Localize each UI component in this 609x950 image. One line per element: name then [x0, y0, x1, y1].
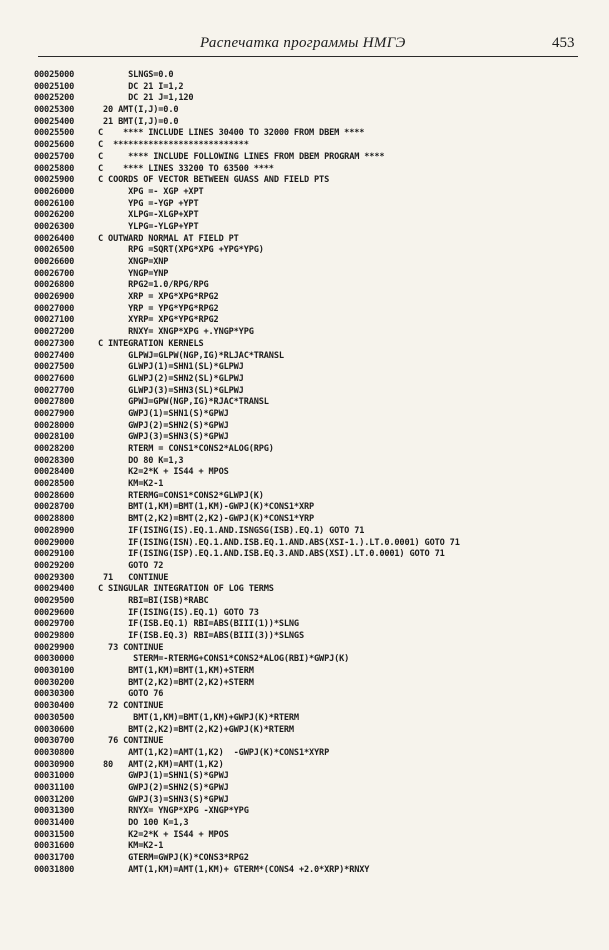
line-number: 00028900: [34, 525, 75, 536]
line-number: 00029500: [34, 595, 75, 606]
listing-line: [34, 608, 594, 620]
line-number: 00027200: [34, 327, 75, 338]
line-number: 00031600: [34, 841, 75, 852]
listing-line: [34, 386, 594, 398]
listing-line: [34, 269, 594, 281]
code-text: BMT(2,K2)=BMT(2,K2)-GWPJ(K)*CONS1*YRP: [98, 514, 315, 525]
code-text: YRP = YPG*YPG*RPG2: [98, 303, 219, 314]
code-text: IF(ISB.EQ.1) RBI=ABS(BIII(1))*SLNG: [98, 619, 299, 630]
line-number: 00029300: [34, 572, 75, 583]
line-number: 00026700: [34, 268, 75, 279]
code-text: GTERM=GWPJ(K)*CONS3*RPG2: [98, 853, 249, 864]
listing-line: [34, 82, 594, 94]
listing-line: [34, 327, 594, 339]
code-text: DC 21 I=1,2: [98, 81, 184, 92]
listing-line: [34, 128, 594, 140]
listing-line: [34, 245, 594, 257]
listing-line: [34, 199, 594, 211]
listing-line: [34, 421, 594, 433]
code-text: 80 AMT(2,KM)=AMT(1,K2): [98, 759, 224, 770]
listing-line: [34, 105, 594, 117]
code-text: GLWPJ(3)=SHN3(SL)*GLPWJ: [98, 385, 244, 396]
listing-line: [34, 467, 594, 479]
listing-line: [34, 362, 594, 374]
listing-line: [34, 315, 594, 327]
listing-line: [34, 596, 594, 608]
listing-line: [34, 210, 594, 222]
listing-line: [34, 409, 594, 421]
line-number: 00025900: [34, 175, 75, 186]
header-rule: [38, 56, 578, 57]
listing-line: [34, 280, 594, 292]
listing-line: [34, 795, 594, 807]
listing-line: [34, 456, 594, 468]
listing-line: [34, 304, 594, 316]
listing-line: [34, 140, 594, 152]
code-text: GOTO 72: [98, 560, 164, 571]
listing-line: [34, 818, 594, 830]
code-text: C **** LINES 33200 TO 63500 ****: [98, 163, 274, 174]
code-text: XNGP=XNP: [98, 257, 169, 267]
program-listing: [34, 70, 594, 876]
listing-line: [34, 573, 594, 585]
line-number: 00030400: [34, 701, 75, 712]
code-text: XPG =- XGP +XPT: [98, 186, 204, 197]
line-number: 00026600: [34, 257, 75, 267]
listing-line: [34, 538, 594, 550]
listing-line: [34, 736, 594, 748]
listing-line: [34, 643, 594, 655]
listing-line: [34, 760, 594, 772]
code-text: RTERM = CONS1*CONS2*ALOG(RPG): [98, 444, 274, 454]
code-text: RPG =SQRT(XPG*XPG +YPG*YPG): [98, 245, 264, 256]
code-text: KM=K2-1: [98, 479, 164, 490]
line-number: 00031500: [34, 829, 75, 840]
line-number: 00027000: [34, 303, 75, 314]
code-text: C **** INCLUDE FOLLOWING LINES FROM DBEM PROGRAM ****: [98, 151, 385, 162]
listing-line: [34, 853, 594, 865]
page-number: 453: [552, 35, 575, 51]
listing-line: [34, 561, 594, 573]
line-number: 00031000: [34, 771, 75, 782]
line-number: 00026900: [34, 292, 75, 303]
code-text: IF(ISB.EQ.3) RBI=ABS(BIII(3))*SLNGS: [98, 631, 304, 641]
code-text: AMT(1,KM)=AMT(1,KM)+ GTERM*(CONS4 +2.0*XRP)*RNXY: [98, 864, 370, 875]
line-number: 00027100: [34, 315, 75, 326]
line-number: 00030900: [34, 759, 75, 770]
line-number: 00029600: [34, 607, 75, 618]
listing-line: [34, 292, 594, 304]
code-text: XYRP= XPG*YPG*RPG2: [98, 315, 219, 326]
listing-line: [34, 713, 594, 725]
listing-line: [34, 164, 594, 176]
listing-line: [34, 351, 594, 363]
line-number: 00025800: [34, 163, 75, 174]
line-number: 00030700: [34, 736, 75, 747]
running-title: Распечатка программы НМГЭ: [200, 35, 406, 51]
listing-line: [34, 117, 594, 129]
line-number: 00026300: [34, 221, 75, 232]
code-text: YLPG=-YLGP+YPT: [98, 221, 199, 232]
listing-line: [34, 865, 594, 877]
code-text: DC 21 J=1,120: [98, 93, 194, 104]
listing-line: [34, 339, 594, 351]
code-text: BMT(2,K2)=BMT(2,K2)+GWPJ(K)*RTERM: [98, 724, 294, 735]
listing-line: [34, 678, 594, 690]
listing-line: [34, 152, 594, 164]
line-number: 00031800: [34, 864, 75, 875]
listing-line: [34, 584, 594, 596]
listing-line: [34, 187, 594, 199]
line-number: 00027900: [34, 408, 75, 419]
code-text: C OUTWARD NORMAL AT FIELD PT: [98, 233, 239, 244]
code-text: IF(ISING(IS).EQ.1.AND.ISNGSG(ISB).EQ.1) GOTO 71: [98, 525, 365, 536]
code-text: XLPG=-XLGP+XPT: [98, 210, 199, 221]
listing-line: [34, 806, 594, 818]
listing-line: [34, 783, 594, 795]
code-text: RPG2=1.0/RPG/RPG: [98, 280, 209, 291]
line-number: 00027500: [34, 362, 75, 373]
code-text: YPG =-YGP +YPT: [98, 198, 199, 209]
line-number: 00025600: [34, 140, 75, 151]
line-number: 00028800: [34, 514, 75, 525]
code-text: SLNGS=0.0: [98, 70, 174, 80]
code-text: GOTO 76: [98, 689, 164, 700]
line-number: 00025100: [34, 81, 75, 92]
code-text: BMT(2,K2)=BMT(2,K2)+STERM: [98, 677, 254, 688]
line-number: 00030300: [34, 689, 75, 700]
code-text: RTERMG=CONS1*CONS2*GLWPJ(K): [98, 490, 264, 501]
line-number: 00031100: [34, 782, 75, 793]
line-number: 00030100: [34, 666, 75, 677]
code-text: BMT(1,KM)=BMT(1,KM)-GWPJ(K)*CONS1*XRP: [98, 502, 315, 513]
line-number: 00029200: [34, 560, 75, 571]
code-text: K2=2*K + IS44 + MPOS: [98, 829, 229, 840]
code-text: BMT(1,KM)=BMT(1,KM)+GWPJ(K)*RTERM: [98, 712, 299, 723]
code-text: C ***************************: [98, 140, 249, 151]
line-number: 00026200: [34, 210, 75, 221]
code-text: GLWPJ(2)=SHN2(SL)*GLPWJ: [98, 373, 244, 384]
listing-line: [34, 748, 594, 760]
code-text: GWPJ(2)=SHN2(S)*GPWJ: [98, 782, 229, 793]
code-text: C SINGULAR INTEGRATION OF LOG TERMS: [98, 584, 274, 595]
line-number: 00030000: [34, 654, 75, 665]
line-number: 00028000: [34, 420, 75, 431]
listing-line: [34, 514, 594, 526]
line-number: 00028300: [34, 455, 75, 466]
code-text: AMT(1,K2)=AMT(1,K2) -GWPJ(K)*CONS1*XYRP: [98, 747, 330, 758]
code-text: IF(ISING(ISN).EQ.1.AND.ISB.EQ.1.AND.ABS(XSI-1.).LT.0.0001) GOTO 71: [98, 537, 460, 548]
code-text: YNGP=YNP: [98, 268, 169, 279]
listing-line: [34, 830, 594, 842]
listing-line: [34, 257, 594, 269]
listing-line: [34, 444, 594, 456]
line-number: 00031200: [34, 794, 75, 805]
line-number: 00030800: [34, 747, 75, 758]
code-text: K2=2*K + IS44 + MPOS: [98, 467, 229, 478]
line-number: 00031400: [34, 818, 75, 828]
line-number: 00027600: [34, 373, 75, 384]
line-number: 00027400: [34, 350, 75, 361]
line-number: 00029400: [34, 584, 75, 595]
code-text: GWPJ(2)=SHN2(S)*GPWJ: [98, 420, 229, 431]
listing-line: [34, 619, 594, 631]
listing-line: [34, 397, 594, 409]
code-text: IF(ISING(IS).EQ.1) GOTO 73: [98, 607, 259, 618]
listing-line: [34, 526, 594, 538]
listing-line: [34, 771, 594, 783]
code-text: 21 BMT(I,J)=0.0: [98, 116, 179, 127]
listing-line: [34, 689, 594, 701]
line-number: 00031700: [34, 853, 75, 864]
line-number: 00026000: [34, 186, 75, 197]
line-number: 00028200: [34, 444, 75, 454]
line-number: 00028600: [34, 490, 75, 501]
listing-line: [34, 432, 594, 444]
listing-line: [34, 549, 594, 561]
line-number: 00026100: [34, 198, 75, 209]
code-text: DO 80 K=1,3: [98, 455, 184, 466]
line-number: 00029100: [34, 549, 75, 560]
line-number: 00029700: [34, 619, 75, 630]
code-text: RBI=BI(ISB)*RABC: [98, 595, 209, 606]
listing-line: [34, 654, 594, 666]
line-number: 00030600: [34, 724, 75, 735]
listing-line: [34, 701, 594, 713]
listing-line: [34, 374, 594, 386]
code-text: GWPJ(1)=SHN1(S)*GPWJ: [98, 408, 229, 419]
listing-line: [34, 222, 594, 234]
page-header: [0, 30, 609, 54]
line-number: 00029900: [34, 642, 75, 653]
code-text: C **** INCLUDE LINES 30400 TO 32000 FROM DBEM ****: [98, 128, 365, 139]
code-text: DO 100 K=1,3: [98, 818, 189, 828]
line-number: 00028700: [34, 502, 75, 513]
code-text: 71 CONTINUE: [98, 572, 169, 583]
listing-line: [34, 725, 594, 737]
line-number: 00027800: [34, 397, 75, 408]
line-number: 00027300: [34, 338, 75, 349]
code-text: 76 CONTINUE: [98, 736, 164, 747]
line-number: 00025000: [34, 70, 75, 80]
listing-line: [34, 491, 594, 503]
line-number: 00030500: [34, 712, 75, 723]
code-text: STERM=-RTERMG+CONS1*CONS2*ALOG(RBI)*GWPJ(K): [98, 654, 350, 665]
line-number: 00026400: [34, 233, 75, 244]
code-text: GWPJ(3)=SHN3(S)*GPWJ: [98, 432, 229, 443]
listing-line: [34, 666, 594, 678]
code-text: C COORDS OF VECTOR BETWEEN GUASS AND FIELD PTS: [98, 175, 330, 186]
listing-line: [34, 70, 594, 82]
listing-line: [34, 502, 594, 514]
line-number: 00030200: [34, 677, 75, 688]
line-number: 00025700: [34, 151, 75, 162]
listing-line: [34, 841, 594, 853]
line-number: 00029800: [34, 631, 75, 641]
listing-line: [34, 175, 594, 187]
line-number: 00026500: [34, 245, 75, 256]
code-text: GPWJ=GPW(NGP,IG)*RJAC*TRANSL: [98, 397, 269, 408]
code-text: 73 CONTINUE: [98, 642, 164, 653]
line-number: 00025400: [34, 116, 75, 127]
code-text: GLPWJ=GLPW(NGP,IG)*RLJAC*TRANSL: [98, 350, 284, 361]
line-number: 00025200: [34, 93, 75, 104]
code-text: GWPJ(1)=SHN1(S)*GPWJ: [98, 771, 229, 782]
listing-line: [34, 234, 594, 246]
code-text: IF(ISING(ISP).EQ.1.AND.ISB.EQ.3.AND.ABS(XSI).LT.0.0001) GOTO 71: [98, 549, 445, 560]
code-text: GLWPJ(1)=SHN1(SL)*GLPWJ: [98, 362, 244, 373]
code-text: C INTEGRATION KERNELS: [98, 338, 204, 349]
line-number: 00028100: [34, 432, 75, 443]
code-text: KM=K2-1: [98, 841, 164, 852]
line-number: 00028400: [34, 467, 75, 478]
line-number: 00031300: [34, 806, 75, 817]
code-text: XRP = XPG*XPG*RPG2: [98, 292, 219, 303]
code-text: 72 CONTINUE: [98, 701, 164, 712]
line-number: 00025500: [34, 128, 75, 139]
code-text: RNXY= XNGP*XPG +.YNGP*YPG: [98, 327, 254, 338]
code-text: GWPJ(3)=SHN3(S)*GPWJ: [98, 794, 229, 805]
listing-line: [34, 93, 594, 105]
code-text: BMT(1,KM)=BMT(1,KM)+STERM: [98, 666, 254, 677]
line-number: 00029000: [34, 537, 75, 548]
code-text: 20 AMT(I,J)=0.0: [98, 105, 179, 116]
listing-line: [34, 631, 594, 643]
line-number: 00025300: [34, 105, 75, 116]
line-number: 00026800: [34, 280, 75, 291]
line-number: 00027700: [34, 385, 75, 396]
line-number: 00028500: [34, 479, 75, 490]
listing-line: [34, 479, 594, 491]
code-text: RNYX= YNGP*XPG -XNGP*YPG: [98, 806, 249, 817]
